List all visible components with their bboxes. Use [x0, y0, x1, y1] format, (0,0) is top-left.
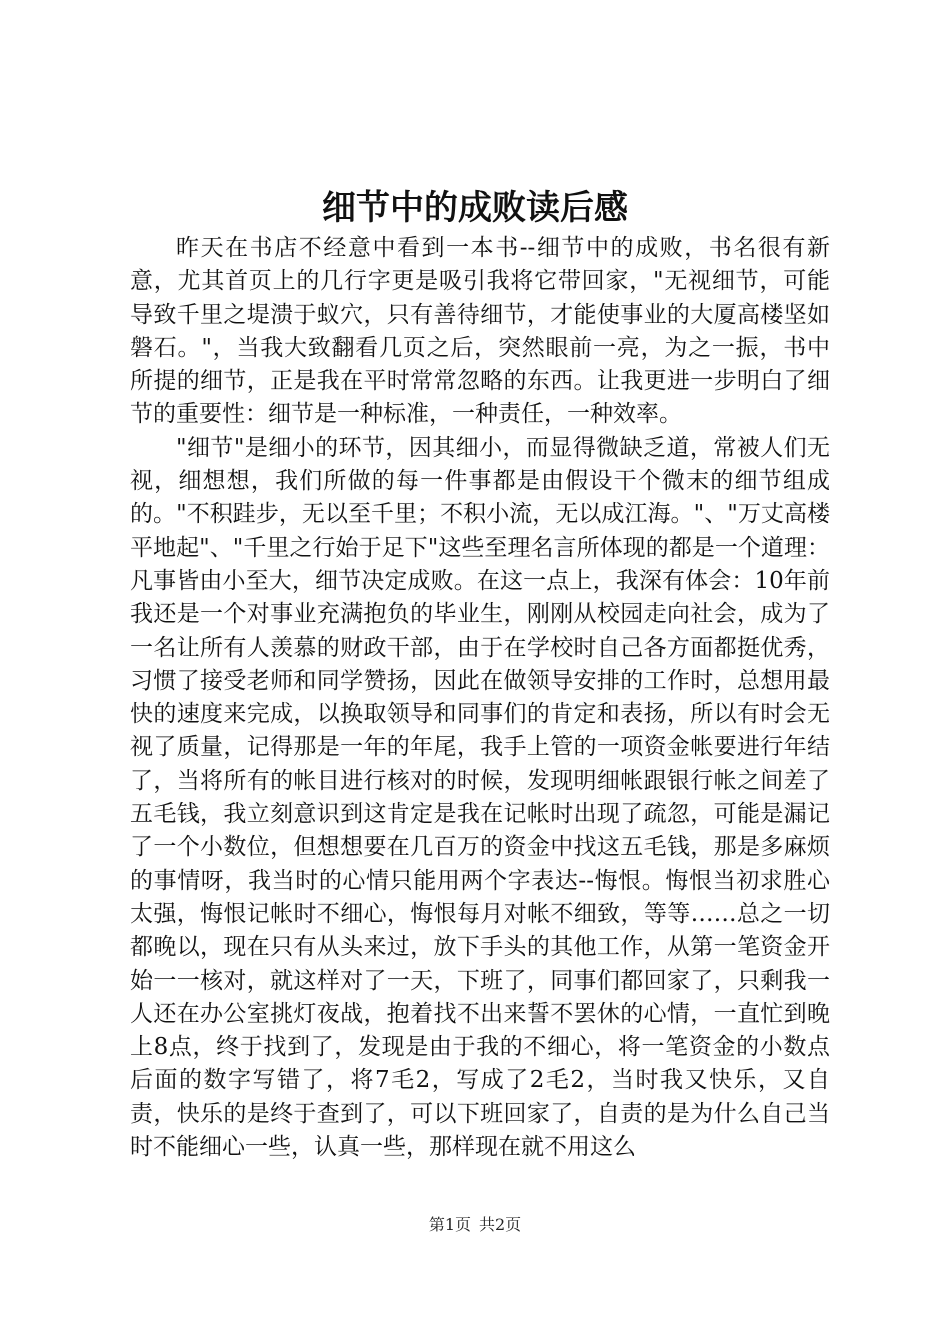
document-body — [130, 232, 830, 1164]
page-footer — [0, 1215, 950, 1235]
page-number-current: 第1页 — [428, 1215, 471, 1234]
page-number-total: 共2页 — [479, 1215, 522, 1234]
document-title: 细节中的成败读后感 — [322, 188, 628, 228]
paragraph-1: 昨天在书店不经意中看到一本书--细节中的成败，书名很有新意，尤其首页上的几行字更是吸引我将它带回家，"无视细节，可能导致千里之堤溃于蚁穴，只有善待细节，才能使事业的大厦高楼坚如磐石。"，当我大致翻看几页之后，突然眼前一亮，为之一振，书中所提的细节，正是我在平时常常忽略的东西。让我更进一步明白了细节的重要性：细节是一种标准，一种责任，一种效率。 — [130, 235, 830, 428]
paragraph-2: "细节"是细小的环节，因其细小，而显得微缺乏道，常被人们无视，细想想，我们所做的每一件事都是由假设干个微末的细节组成的。"不积跬步，无以至千里；不积小流，无以成江海。"、"万丈高楼平地起"、"千里之行始于足下"这些至理名言所体现的都是一个道理：凡事皆由小至大，细节决定成败。在这一点上，我深有体会：10年前我还是一个对事业充满抱负的毕业生，刚刚从校园走向社会，成为了一名让所有人羡慕的财政干部，由于在学校时自己各方面都挺优秀，习惯了接受老师和同学赞扬，因此在做领导安排的工作时，总想用最快的速度来完成，以换取领导和同事们的肯定和表扬，所以有时会无视了质量，记得那是一年的年尾，我手上管的一项资金帐要进行年结了，当将所有的帐目进行核对的时候，发现明细帐跟银行帐之间差了五毛钱，我立刻意识到这肯定是我在记帐时出现了疏忽，可能是漏记了一个小数位，但想想要在几百万的资金中找这五毛钱，那是多麻烦的事情呀，我当时的心情只能用两个字表达--悔恨。悔恨当初求胜心太强，悔恨记帐时不细心，悔恨每月对帐不细致，等等……总之一切都晚以，现在只有从头来过，放下手头的其他工作，从第一笔资金开始一一核对，就这样对了一天，下班了，同事们都回家了，只剩我一人还在办公室挑灯夜战，抱着找不出来誓不罢休的心情，一直忙到晚上8点，终于找到了，发现是由于我的不细心，将一笔资金的小数点后面的数字写错了，将7毛2，写成了2毛2，当时我又快乐，又自责，快乐的是终于查到了，可以下班回家了，自责的是为什么自己当时不能细心一些，认真一些，那样现在就不用这么 — [130, 434, 830, 1161]
